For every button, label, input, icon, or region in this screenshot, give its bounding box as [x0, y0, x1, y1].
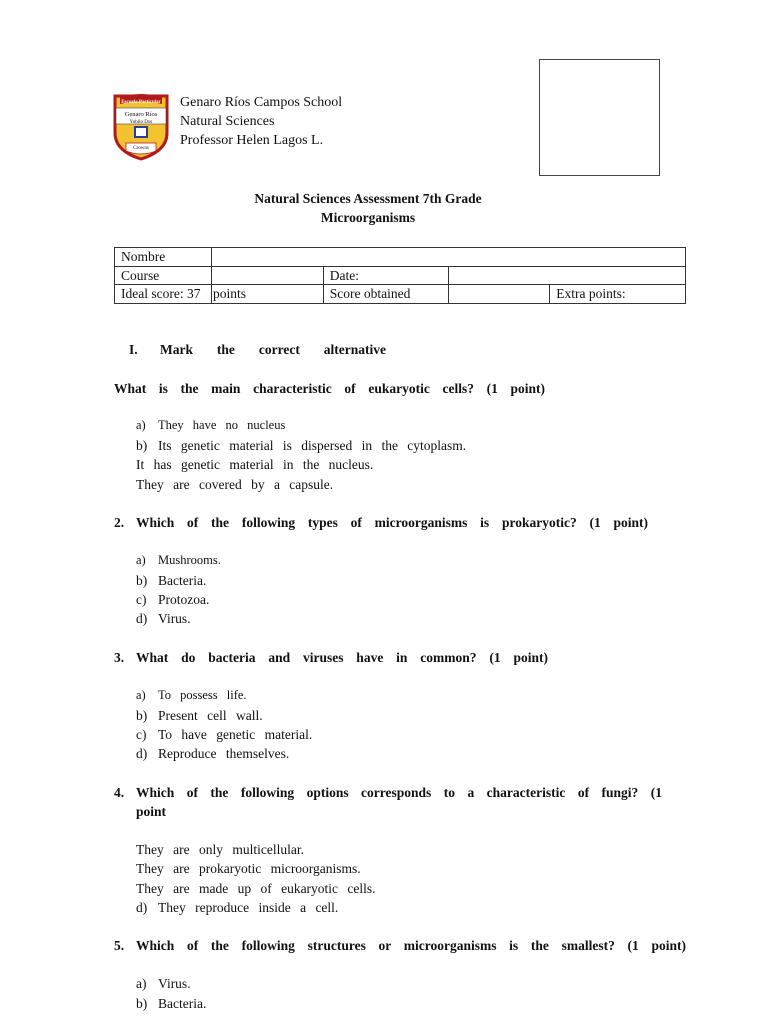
question-2-number: 2.	[114, 515, 125, 530]
question-4-text-continued: point	[136, 804, 167, 819]
question-2-text: Which of the following types of microorganisms is prokaryotic? (1 point)	[136, 515, 648, 530]
question-2-option[interactable]: b) Bacteria.	[136, 573, 207, 588]
question-4-number: 4.	[114, 785, 125, 800]
question-1-option[interactable]: a) They have no nucleus	[136, 418, 286, 432]
assessment-subtitle: Microorganisms	[320, 210, 416, 225]
question-1-option[interactable]: b) Its genetic material is dispersed in the cytoplasm.	[136, 438, 467, 453]
question-4-option[interactable]: They are only multicellular.	[136, 842, 304, 857]
svg-text:Crowns: Crowns	[133, 146, 149, 151]
name-row	[115, 248, 686, 267]
question-2-option[interactable]: d) Virus.	[136, 611, 191, 626]
question-4-option[interactable]: They are made up of eukaryotic cells.	[136, 881, 376, 896]
course-label: Course	[115, 266, 212, 285]
score-obtained-label: Score obtained	[323, 285, 448, 304]
question-5-text: Which of the following structures or microorganisms is the smallest? (1 point)	[136, 938, 686, 953]
question-1-text: What is the main characteristic of eukaryotic cells? (1 point)	[114, 381, 545, 396]
date-field[interactable]	[448, 266, 685, 285]
question-4-option[interactable]: d) They reproduce inside a cell.	[136, 900, 339, 915]
question-3-option[interactable]: c) To have genetic material.	[136, 727, 313, 742]
score-row	[115, 285, 686, 304]
question-2-option[interactable]: c) Protozoa.	[136, 592, 210, 607]
section-numeral: I.	[129, 342, 138, 357]
question-4-option[interactable]: They are prokaryotic microorganisms.	[136, 861, 361, 876]
question-3-number: 3.	[114, 650, 125, 665]
name-label: Nombre	[115, 248, 212, 267]
question-4-text: Which of the following options corresponds to a characteristic of fungi? (1	[136, 785, 662, 800]
points-label: points	[211, 285, 323, 304]
department-name: Natural Sciences	[180, 114, 275, 129]
svg-text:Escuela Particular: Escuela Particular	[121, 100, 161, 105]
score-obtained-field[interactable]	[448, 285, 550, 304]
course-row	[115, 266, 686, 285]
question-5-option[interactable]: a) Virus.	[136, 976, 191, 991]
question-2-option[interactable]: a) Mushrooms.	[136, 553, 221, 567]
extra-points-label: Extra points:	[550, 285, 686, 304]
question-3-option[interactable]: b) Present cell wall.	[136, 708, 263, 723]
photo-box	[539, 59, 660, 176]
assessment-title: Natural Sciences Assessment 7th Grade	[254, 191, 482, 206]
student-info-table	[114, 247, 686, 304]
school-crest-logo	[112, 93, 170, 161]
question-5-option[interactable]: b) Bacteria.	[136, 996, 207, 1011]
svg-text:Yobilo Dos: Yobilo Dos	[129, 120, 153, 125]
svg-text:Genaro Ríos: Genaro Ríos	[124, 111, 158, 118]
question-3-option[interactable]: d) Reproduce themselves.	[136, 746, 290, 761]
date-label: Date:	[323, 266, 448, 285]
school-name: Genaro Ríos Campos School	[180, 95, 343, 110]
question-3-option[interactable]: a) To possess life.	[136, 688, 247, 702]
question-1-option[interactable]: They are covered by a capsule.	[136, 477, 334, 492]
name-field[interactable]	[211, 248, 685, 267]
course-field[interactable]	[211, 266, 323, 285]
question-1-option[interactable]: It has genetic material in the nucleus.	[136, 457, 374, 472]
ideal-score-label: Ideal score: 37	[115, 285, 212, 304]
question-5-number: 5.	[114, 938, 125, 953]
section-heading: Mark the correct alternative	[160, 342, 386, 357]
question-3-text: What do bacteria and viruses have in common? (1 point)	[136, 650, 548, 665]
professor-name: Professor Helen Lagos L.	[180, 133, 324, 148]
